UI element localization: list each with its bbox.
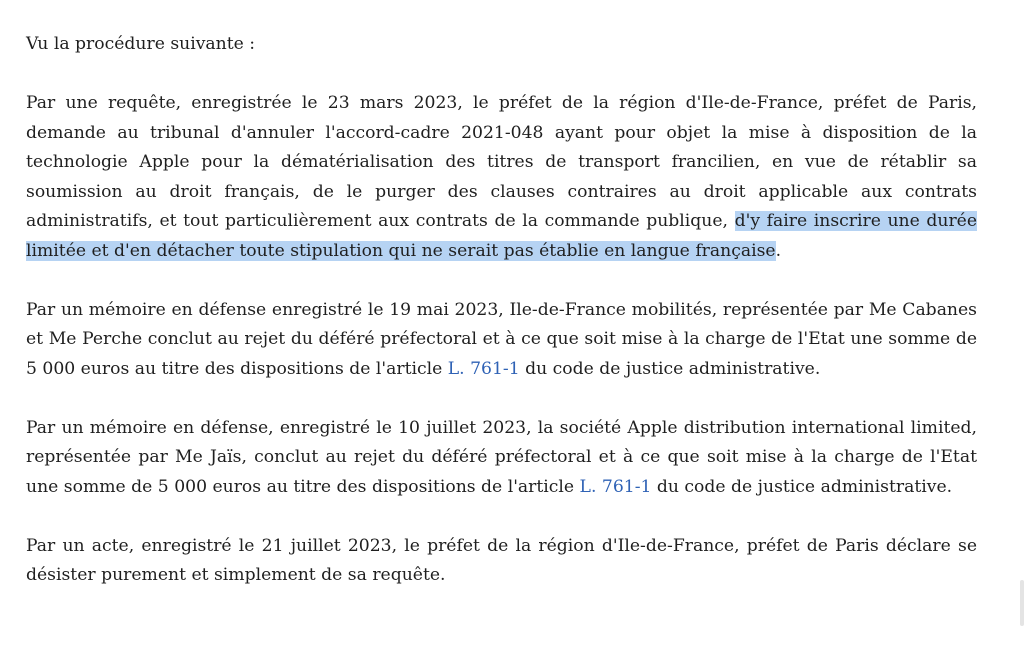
paragraph-memoire-apple-end: du code de justice administrative. xyxy=(651,476,953,497)
paragraph-requete-text: Par une requête, enregistrée le 23 mars 2023, le préfet de la région d'Ile-de-France, préfet de Paris, demande au tribunal d'annuler l'accord-cadre 2021-048 ayant pour objet la mise à disposition de la technologie Apple pour la dématérialisation des titres de transport francilien, en vue de rétablir sa soumission au droit français, de le purger des clauses contraires au droit applicable aux contrats administratifs, et tout particulièrement aux contrats de la commande publique, xyxy=(26,93,977,231)
scrollbar-thumb[interactable] xyxy=(1020,580,1024,626)
selected-text[interactable]: d'y faire inscrire une durée limitée et d'en détacher toute stipulation qui ne serait pas établie en langue française xyxy=(26,211,978,261)
article-link-l761-1[interactable]: L. 761-1 xyxy=(447,358,520,379)
article-link-l761-1-second[interactable]: L. 761-1 xyxy=(579,476,652,497)
paragraph-desistement: Par un acte, enregistré le 21 juillet 2023, le préfet de la région d'Ile-de-France, préfet de Paris déclare se désister purement et simplement de sa requête. xyxy=(26,535,977,585)
paragraph-memoire-idfm xyxy=(26,296,977,385)
paragraph-requete-end: . xyxy=(775,240,782,261)
paragraph-requete xyxy=(26,89,977,266)
paragraph-memoire-apple xyxy=(26,414,977,503)
paragraph-memoire-idfm-end: du code de justice administrative. xyxy=(519,358,821,379)
paragraph-memoire-idfm-text: Par un mémoire en défense enregistré le 19 mai 2023, Ile-de-France mobilités, représentée par Me Cabanes et Me Perche conclut au rejet du déféré préfectoral et à ce que soit mise à la charge de l'Etat une somme de 5 000 euros au titre des dispositions de l'article xyxy=(26,299,977,379)
paragraph-memoire-apple-text: Par un mémoire en défense, enregistré le 10 juillet 2023, la société Apple distribution international limited, représentée par Me Jaïs, conclut au rejet du déféré préfectoral et à ce que soit mise à la charge de l'Etat une somme de 5 000 euros au titre des dispositions de l'article xyxy=(26,417,977,497)
procedure-intro: Vu la procédure suivante : xyxy=(26,34,256,54)
